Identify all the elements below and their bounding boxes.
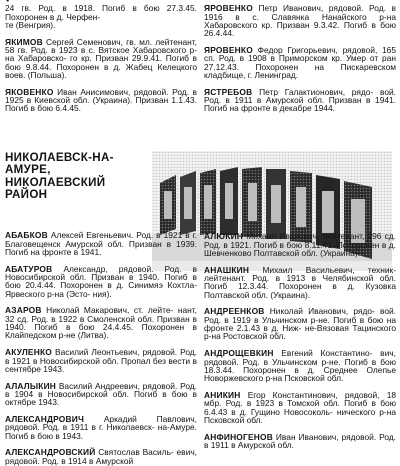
entry-azarov: АЗАРОВ Николай Макарович, ст. лейте- нант, 32 сд. Род. в 1922 в Смоленской обл. Призван в 1940. Погиб в бою 24.4.45. Похоронен в Клайпедском р-не (Литва). bbox=[5, 305, 197, 341]
left-column-top bbox=[5, 0, 197, 113]
entry-yastrebov: ЯСТРЕБОВ Петр Галактионович, рядо- вой. Род. в 1911 в Амурской обл. Призван в 1941. Погиб на фронте в декабре 1944. bbox=[204, 86, 397, 114]
entry-alalykin: АЛАЛЫКИН Василий Андреевич, рядовой. Род. в 1904 в Новосибирской обл. Погиб в бою в октябре 1943. bbox=[5, 380, 198, 408]
entry-aleksandrovich: АЛЕКСАНДРОВИЧ Аркадий Павлович, рядовой. Род. в 1911 в г. Николаевск- на-Амуре. Погиб в бою в 1943. bbox=[5, 413, 197, 441]
entry-alyukin: АЛЮКИН Михаил Иванович, лейтенант, 296 сд. Род. в 1921. Погиб в бою 8.11.41. Похоронен в д. Шевченково Полтавской обл. (Украина). bbox=[204, 231, 396, 259]
entry-abaturov: АБАТУРОВ Александр, рядовой. Род. в Новосибирской обл. Призван в 1940. Погиб в бою 20.4.44. Похоронен в д. Синимяэ Кохтла-Ярвеского р-на (Эсто- ния). bbox=[5, 263, 197, 299]
entry-anikin: АНИКИН Егор Константинович, рядовой, 18 мбр. Род. в 1923 в Томской обл. Погиб в бою 6.4.43 в д. Гущино Новосоколь- нического р-на Псковской обл. bbox=[204, 389, 397, 425]
entry-anashkin: АНАШКИН Михаил Васильевич, техник- лейтенант. Род. в 1913 в Челябинской обл. Погиб 12.3.44. Похоронен в д. Кузовка Полтавской обл. (Украина). bbox=[204, 264, 396, 300]
entry-androshchevkin: АНДРОЩЕВКИН Евгений Константино- вич, рядовой. Род. в Ульчинском р-не. Погиб в бою 18.3.44. Похоронен в д. Среднее Олепье Новоржевского р-на Псковской обл. bbox=[204, 348, 396, 384]
left-column-bottom bbox=[5, 223, 197, 465]
section-heading: НИКОЛАЕВСК-НА-АМУРЕ, НИКОЛАЕВСКИЙ РАЙОН bbox=[5, 151, 114, 202]
right-column-top bbox=[204, 0, 396, 113]
right-column-bottom bbox=[204, 224, 396, 449]
entry-anfinogenov: АНФИНОГЕНОВ Иван Иванович, рядовой. Род. в 1911 в Амурской обл. bbox=[204, 431, 397, 450]
entry-ababkov: АБАБКОВ Алексей Евгеньевич. Род. в 1921 в г. Благовещенск Амурской обл. Призван в 1939. Погиб на фронте в 1941. bbox=[5, 230, 197, 258]
entry-yakovenko: ЯКОВЕНКО Иван Анисимович, рядовой. Род. в 1925 в Киевской обл. (Украина). Призван 1.1.43. Погиб в бою 6.4.45. bbox=[5, 86, 198, 114]
entry-akulenko: АКУЛЕНКО Василий Леонтьевич, рядовой. Род. в 1921 в Новосибирской обл. Пропал без вести в сентябре 1943. bbox=[5, 347, 198, 374]
entry-continuation: 24 гв. Род. в 1918. Погиб в бою 27.3.45. Похоронен в д. Черфен- те (Венгрия). bbox=[5, 3, 197, 31]
entry-yarovenko-fedor: ЯРОВЕНКО Федор Григорьевич, рядовой, 165 сп. Род. в 1908 в Приморском кр. Умер от ран 27.12.43. Похоронен на Пискаревском кладбище, г. Ленинград. bbox=[204, 45, 396, 81]
entry-yakimov: ЯКИМОВ Сергей Семенович, гв. мл. лейтенант, 58 гв. Род. в 1923 в с. Вятское Хабаровского р-на Хабаровско- го кр. Призван 29.9.41. Погиб в бою 9.8.44. Похоронен в д. Жабец Келецкого воев. (Польша). bbox=[5, 36, 197, 81]
entry-aleksandrovskiy: АЛЕКСАНДРОВСКИЙ Святослав Василь- евич, рядовой. Род. в 1914 в Амурской bbox=[5, 447, 198, 466]
entry-yarovenko-petr: ЯРОВЕНКО Петр Иванович, рядовой. Род. в 1916 в с. Славянка Нанайского р-на Хабаровского кр. Призван 9.3.42. Погиб в бою 26.4.44. bbox=[204, 3, 396, 39]
entry-andreenkov: АНДРЕЕНКОВ Николай Иванович, рядо- вой. Род. в 1919 в Ульчинском р-не. Погиб в бою на фронте 2.1.43 в д. Ниж- не-Вязовая Тацинского р-на Ростовской обл. bbox=[204, 306, 396, 342]
